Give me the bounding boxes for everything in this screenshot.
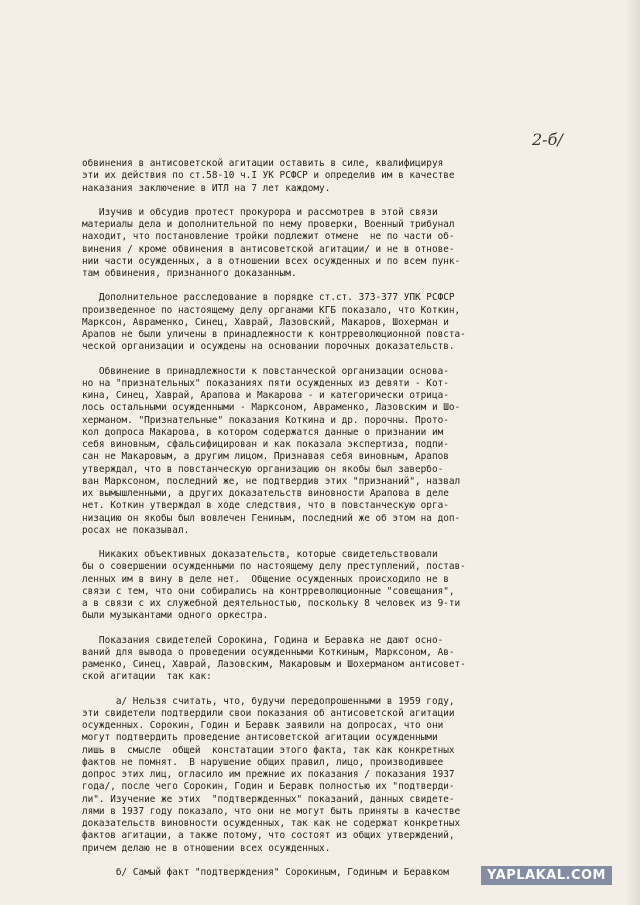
- text-line: их вымышленными, а других доказательств виновности Арапова в деле: [82, 488, 449, 499]
- paragraph: [82, 366, 582, 538]
- text-line: росах не показывал.: [82, 524, 190, 536]
- text-line: но на "признательных" показаниях пяти осужденных из девяти - Кот-: [82, 377, 449, 389]
- text-line: обвинения в антисоветской агитации оставить в силе, квалифицируя: [82, 158, 444, 169]
- text-line: Марксон, Авраменко, Синец, Хаврай, Лазовский, Макаров, Шохерман и: [82, 316, 449, 328]
- text-line: Изучив и обсудив протест прокурора и рассмотрев в этой связи: [82, 206, 438, 218]
- text-line: фактов агитации, а также потому, что состоят из общих утверждений,: [82, 830, 455, 842]
- text-line: бы о совершении осужденными по настоящему делу преступлений, постав-: [82, 561, 466, 573]
- text-line: лями в 1937 году показало, что они не могут быть приняты в качестве: [82, 805, 461, 817]
- text-line: ваний для вывода о проведении осужденными Коткиным, Марксоном, Ав-: [82, 646, 455, 658]
- text-line: Дополнительное расследование в порядке ст.ст. 373-377 УПК РСФСР: [82, 292, 455, 304]
- text-line: наказания заключение в ИТЛ на 7 лет каждому.: [82, 182, 331, 194]
- text-line: находит, что постановление тройки подлежит отмене не по части об-: [82, 231, 455, 243]
- text-line: фактов не помнят. В нарушение общих правил, лицо, производившее: [82, 756, 444, 768]
- text-line: материалы дела и дополнительной по нему проверки, Военный трибунал: [82, 219, 455, 230]
- text-line: доказательств виновности осужденных, так как не содержат конкретных: [82, 818, 461, 829]
- paragraph: [82, 549, 582, 623]
- paragraph-gap: [82, 195, 582, 207]
- text-line: нет. Коткин утверждал в ходе следствия, что в повстанческую орга-: [82, 500, 449, 512]
- text-line: эти их действия по ст.58-10 ч.I УК РСФСР и определив им в качестве: [82, 170, 455, 182]
- text-line: ленных им в вину в деле нет. Общение осужденных происходило не в: [82, 573, 449, 585]
- text-line: утверждал, что в повстанческую организацию он якобы был завербо-: [82, 463, 444, 475]
- page-number: 2-б/: [532, 130, 563, 149]
- text-line: а в связи с их служебной деятельностью, поскольку 8 человек из 9-ти: [82, 598, 461, 609]
- paragraph-gap: [82, 537, 582, 549]
- text-line: лось остальными осужденными - Марксоном, Авраменко, Лазовским и Шо-: [82, 402, 461, 414]
- paragraph: [82, 292, 582, 353]
- text-line: произведенное по настоящему делу органами КГБ показало, что Коткин,: [82, 304, 461, 316]
- text-line: лишь в смысле общей констатации этого факта, так как конкретных: [82, 744, 455, 756]
- text-line: б/ Самый факт "подтверждения" Сорокиным, Годиным и Беравком: [82, 866, 449, 878]
- paragraph: [82, 696, 582, 855]
- text-line: там обвинения, признанного доказанным.: [82, 268, 297, 279]
- text-line: себя виновным, сфальсифицирован и как показала экспертиза, подпи-: [82, 439, 449, 450]
- text-line: причем делаю не в отношении всех осужденных.: [82, 842, 331, 854]
- text-line: были музыкантами одного оркестра.: [82, 610, 269, 622]
- document-body: [82, 158, 582, 879]
- text-line: ван Марксоном, последний же, не подтвердив этих "признаний", назвал: [82, 475, 461, 487]
- text-line: ли". Изучение же этих "подтвержденных" показаний, данных свидете-: [82, 793, 455, 805]
- text-line: кина, Синец, Хаврай, Арапова и Макарова - и категорически отрица-: [82, 390, 449, 401]
- text-line: Обвинение в принадлежности к повстанческой организации основа-: [82, 365, 449, 377]
- text-line: нии части осужденных, а в отношении всех осужденных и по всем пунк-: [82, 255, 461, 267]
- text-line: могут подтвердить проведение антисоветской агитации осужденными: [82, 732, 438, 744]
- text-line: связи с тем, что они собирались на контрреволюционные "совещания",: [82, 585, 455, 597]
- text-line: сан не Макаровым, а другим лицом. Признавая себя виновным, Арапов: [82, 451, 449, 463]
- text-line: херманом. "Признательные" показания Коткина и др. порочны. Прото-: [82, 414, 449, 426]
- site-watermark: YAPLAKAL.COM: [481, 866, 612, 885]
- text-line: Никаких объективных доказательств, которые свидетельствовали: [82, 549, 438, 560]
- text-line: Показания свидетелей Сорокина, Година и Беравка не дают осно-: [82, 634, 444, 646]
- text-line: кол допроса Макарова, в котором содержатся данные о признании им: [82, 426, 444, 438]
- text-line: винения / кроме обвинения в антисоветской агитации/ и не в отнове-: [82, 243, 455, 255]
- text-line: года/, после чего Сорокин, Годин и Беравк полностью их "подтверди-: [82, 781, 455, 793]
- text-line: Арапов не были уличены в принадлежности к контрреволюционной повста-: [82, 329, 466, 340]
- paragraph: [82, 207, 582, 281]
- paragraph-gap: [82, 684, 582, 696]
- paragraph-gap: [82, 280, 582, 292]
- text-line: ской агитации так как:: [82, 671, 212, 683]
- text-line: эти свидетели подтвердили свои показания об антисоветской агитации: [82, 707, 455, 719]
- paragraph-gap: [82, 354, 582, 366]
- paragraph: [82, 635, 582, 684]
- text-line: а/ Нельзя считать, что, будучи передопрошенными в 1959 году,: [82, 695, 455, 707]
- paragraph: [82, 158, 582, 195]
- text-line: ческой организации и осуждены на основании порочных доказательств.: [82, 341, 455, 353]
- text-line: низацию он якобы был вовлечен Гениным, последний же об этом на доп-: [82, 512, 461, 524]
- text-line: раменко, Синец, Хаврай, Лазовским, Макаровым и Шохерманом антисовет-: [82, 659, 466, 670]
- text-line: допрос этих лиц, огласило им прежние их показания / показания 1937: [82, 769, 455, 780]
- paragraph-gap: [82, 623, 582, 635]
- paragraph-gap: [82, 855, 582, 867]
- text-line: осужденных. Сорокин, Годин и Беравк заявили на допросах, что они: [82, 720, 444, 731]
